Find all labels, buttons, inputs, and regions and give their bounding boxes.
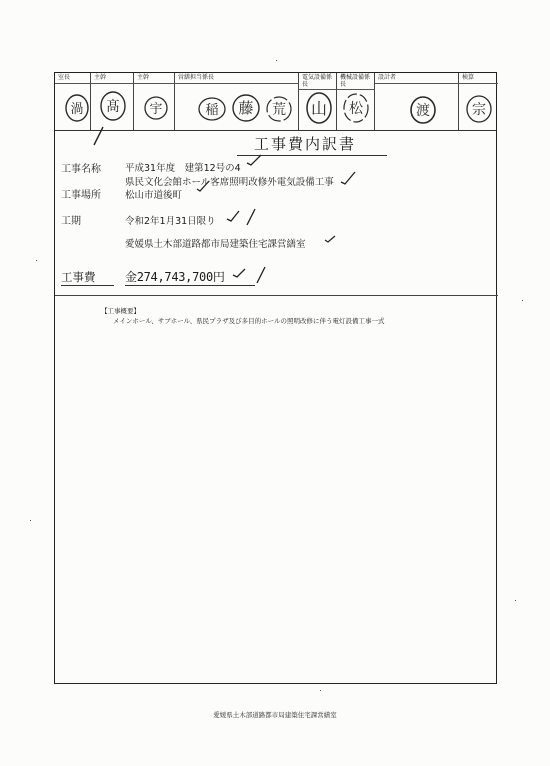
stamp-cell-label: 主幹 [137,74,150,81]
svg-text:松: 松 [349,101,363,117]
svg-text:稲: 稲 [205,103,219,118]
section-divider [55,295,498,296]
stamp-cell-label: 室長 [58,74,71,81]
issuing-office: 愛媛県土木部道路都市局建築住宅課営繕室 [125,239,306,250]
check-mark-icon [339,170,357,186]
check-mark-icon [225,207,259,227]
summary-heading: 【工事概要】 [101,307,140,315]
seal-stamp-icon [342,92,370,124]
stamp-cell-label: 電気設備係長 [302,74,333,88]
svg-text:髙: 髙 [106,99,120,115]
stamp-header-divider [55,83,299,84]
seal-stamp-icon [409,95,437,125]
svg-text:宗: 宗 [472,102,486,118]
title-underline [237,155,387,156]
stamp-cell-label: 検算 [462,74,475,81]
work-name-line-1: 平成31年度 建第12号の4 [125,163,241,174]
seal-stamp-icon [304,91,334,125]
seal-stamp-icon [465,94,493,124]
document-title: 工事費内訳書 [253,135,356,153]
svg-text:藤: 藤 [238,99,254,117]
stamp-header-divider [299,89,375,90]
footer-office: 愛媛県土木部道路都市局建築住宅課営繕室 [213,711,337,719]
location-value: 松山市道後町 [125,190,183,201]
stamp-cell-label: 主幹 [94,74,107,81]
work-name-label: 工事名称 [61,164,101,175]
period-value: 令和2年1月31日限り [125,216,216,227]
seal-stamp-icon [231,93,261,123]
cost-value: 金274,743,700円 [125,270,225,284]
svg-text:渡: 渡 [416,103,430,119]
svg-text:荒: 荒 [272,102,286,118]
svg-text:山: 山 [310,99,328,118]
seal-stamp-icon [64,93,90,123]
stamp-cell-label: 営繕担当係長 [178,74,215,81]
seal-stamp-icon [265,95,293,123]
summary-body: メインホール、サブホール、県民プラザ及び多目的ホールの照明改修に伴う電灯設備工事一式 [113,317,385,325]
cost-label-underline [61,285,114,286]
svg-text:宇: 宇 [149,102,163,117]
cost-value-underline [125,285,255,286]
stamp-header-divider [375,83,498,84]
location-label: 工事場所 [61,190,101,201]
cost-label: 工事費 [61,270,96,284]
work-summary [101,306,449,346]
document-frame [54,72,497,684]
stamp-cell-label: 設計者 [378,74,397,81]
svg-text:渦: 渦 [70,102,84,117]
stamp-cell-label: 機械設備係長 [340,74,371,88]
check-mark-icon [323,234,337,244]
seal-stamp-icon [197,95,227,123]
period-label: 工期 [61,216,81,227]
work-name-line-2: 県民文化会館ホール客席照明改修外電気設備工事 [125,177,334,188]
seal-stamp-icon [143,95,169,121]
check-mark-icon [231,263,271,285]
approval-stamp-row [55,73,496,131]
seal-stamp-icon [99,90,127,122]
